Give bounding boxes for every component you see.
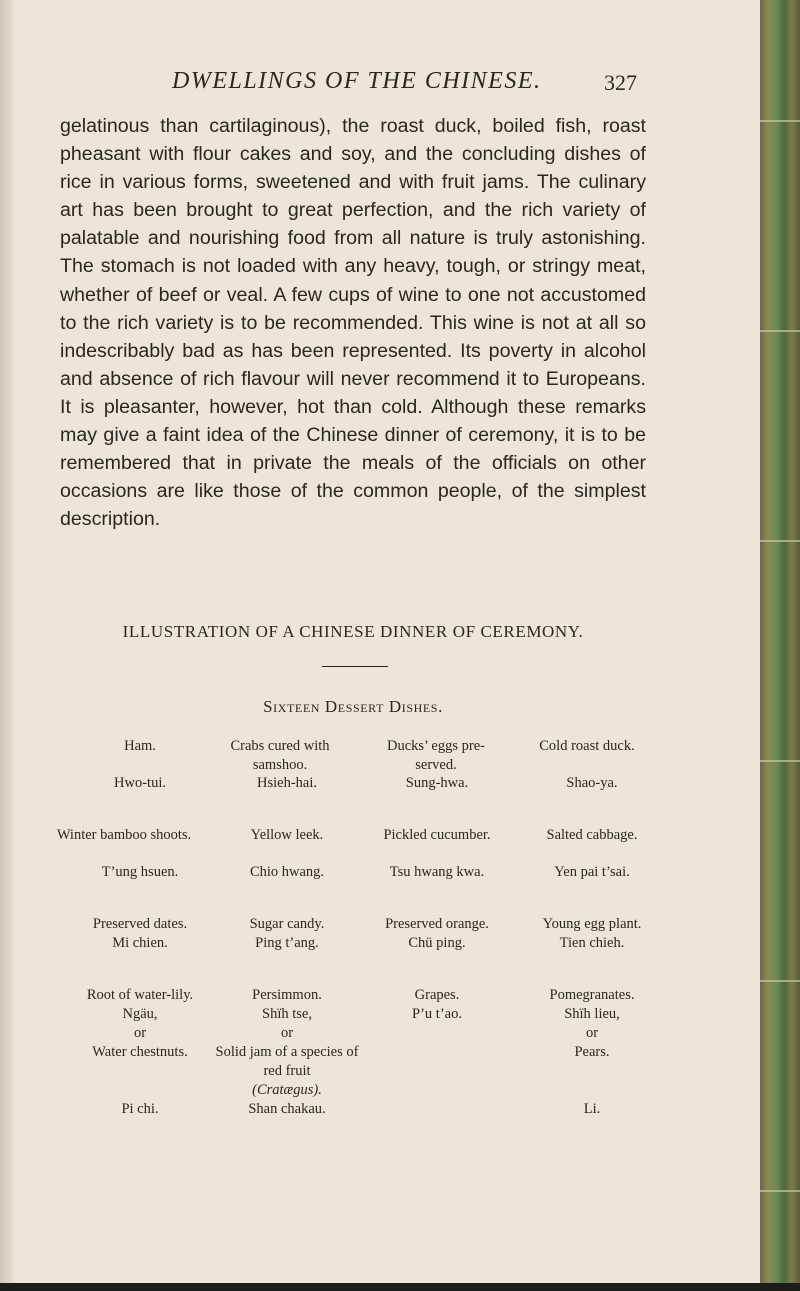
dish-english: Preserved dates. xyxy=(92,916,188,932)
dish-english: Preserved orange. xyxy=(385,916,489,932)
dish-column-4 xyxy=(512,737,672,1137)
dish-english: Cold roast duck. xyxy=(539,738,635,754)
dish-chinese: Shan chakau. xyxy=(248,1101,326,1117)
dish-column-2 xyxy=(207,737,367,1137)
dish-chinese: Mi chien. xyxy=(112,935,168,951)
title-rule xyxy=(322,666,388,667)
dish-chinese: Tien chieh. xyxy=(559,935,625,951)
dish-english: Yellow leek. xyxy=(250,827,324,843)
dish-chinese: Chü ping. xyxy=(408,935,466,951)
dish-chinese: T’ung hsuen. xyxy=(101,864,179,880)
dish-chinese: Pi chi. xyxy=(121,1101,159,1117)
dish-alternative: Pears. xyxy=(574,1044,610,1060)
dish-english: Ham. xyxy=(124,738,156,754)
dish-chinese: Ngäu, xyxy=(122,1006,158,1022)
book-spine-edge xyxy=(760,0,800,1291)
dish-english: Root of water-lily. xyxy=(86,987,194,1003)
dish-english: Crabs cured with samshoo. xyxy=(230,738,330,773)
dish-column-1 xyxy=(56,737,220,1137)
dish-chinese: Hwo-tui. xyxy=(114,775,166,791)
dish-chinese: Shïh lieu, xyxy=(564,1006,620,1022)
dish-english: Persimmon. xyxy=(252,987,322,1003)
body-paragraph: gelatinous than cartilaginous), the roast duck, boiled fish, roast pheasant with flour cakes and soy, and the concluding dishes of rice in various forms, sweetened and with fruit jams. The culinary art has been brought to great perfection, and the rich variety of palatable and nourishing food from all nature is truly astonishing. The stomach is not loaded with any heavy, tough, or stringy meat, whether of beef or veal. A few cups of wine to one not accustomed to the rich variety is to be recommended. This wine is not at all so indescribably bad as has been represented. Its poverty in alcohol and absence of rich flavour will never recommend it to Europeans. It is pleasanter, however, hot than cold. Although these remarks may give a faint idea of the Chinese dinner of ceremony, it is to be remembered that in private the meals of the officials on other occasions are like those of the common people, of the simplest description. xyxy=(60,115,646,531)
dish-chinese: Shïh tse, xyxy=(262,1006,312,1022)
dish-chinese: Li. xyxy=(583,1101,601,1117)
dish-english: Pomegranates. xyxy=(549,987,635,1003)
dish-chinese: Chio hwang. xyxy=(249,864,325,880)
dish-or: or xyxy=(280,1025,294,1041)
dish-latin-name: (Cratægus). xyxy=(252,1082,322,1098)
dish-or: or xyxy=(585,1025,599,1041)
dish-english: Winter bamboo shoots. xyxy=(56,827,192,843)
dish-alternative: Solid jam of a species of red fruit xyxy=(215,1044,359,1079)
dish-chinese: Shao-ya. xyxy=(566,775,618,791)
dish-english: Sugar candy. xyxy=(249,916,325,932)
dish-chinese: Hsieh-hai. xyxy=(257,775,317,791)
dish-english: Young egg plant. xyxy=(542,916,642,932)
page-header xyxy=(0,68,760,98)
page-gutter-edge xyxy=(0,0,14,1291)
page-bottom-edge xyxy=(0,1283,800,1291)
dish-or: or xyxy=(133,1025,147,1041)
dish-alternative: Water chestnuts. xyxy=(92,1044,188,1060)
section-title: ILLUSTRATION OF A CHINESE DINNER OF CEREMONY. xyxy=(122,622,584,641)
dish-english: Ducks’ eggs pre- served. xyxy=(387,738,485,773)
dish-chinese: Ping t’ang. xyxy=(255,935,319,951)
dish-english: Salted cabbage. xyxy=(546,827,638,843)
dish-chinese: Tsu hwang kwa. xyxy=(389,864,485,880)
dish-column-3 xyxy=(357,737,517,1137)
dish-chinese: P’u t’ao. xyxy=(412,1006,462,1022)
subheading: Sixteen Dessert Dishes. xyxy=(263,697,443,716)
dish-english: Pickled cucumber. xyxy=(383,827,491,843)
dish-chinese: Yen pai t’sai. xyxy=(554,864,630,880)
dish-english: Grapes. xyxy=(414,987,460,1003)
dish-chinese: Sung-hwa. xyxy=(405,775,469,791)
running-title: DWELLINGS OF THE CHINESE. xyxy=(172,68,542,94)
page-number: 327 xyxy=(604,70,637,95)
